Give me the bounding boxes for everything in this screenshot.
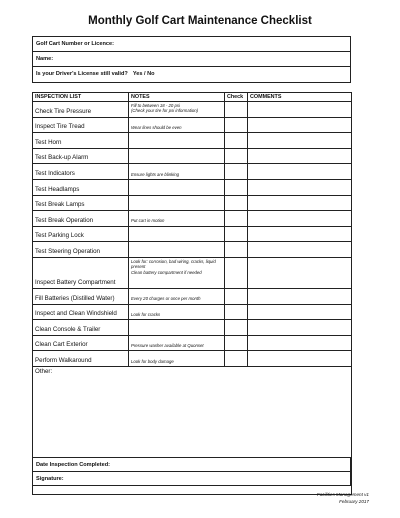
- col-comments: COMMENTS: [248, 93, 352, 102]
- checklist-row: [33, 320, 352, 336]
- checklist-row: [33, 102, 352, 118]
- comments-cell[interactable]: [248, 226, 352, 242]
- completion-fields: [32, 457, 351, 486]
- inspection-item: Check Tire Pressure: [33, 102, 129, 118]
- other-label: Other:: [35, 367, 53, 375]
- comments-cell[interactable]: [248, 195, 352, 211]
- item-note: Wear lines should be even: [129, 117, 225, 133]
- checklist-row: [33, 226, 352, 242]
- comments-cell[interactable]: [248, 148, 352, 164]
- comments-cell[interactable]: [248, 242, 352, 258]
- check-cell[interactable]: [225, 179, 248, 195]
- inspection-item: Clean Console & Trailer: [33, 320, 129, 336]
- inspection-item: Test Horn: [33, 133, 129, 149]
- col-check: Check: [225, 93, 248, 102]
- col-notes: NOTES: [129, 93, 225, 102]
- inspection-item: Inspect and Clean Windshield: [33, 304, 129, 320]
- item-note: Ensure lights are blinking: [129, 164, 225, 180]
- check-cell[interactable]: [225, 148, 248, 164]
- checklist-row: [33, 242, 352, 258]
- item-note: Pressure washer available at Quonset: [129, 335, 225, 351]
- item-note: Fill to between 18 - 20 psi (Check your tire for psi information): [129, 102, 225, 118]
- item-note: Put cart in motion: [129, 211, 225, 227]
- header-fields: [32, 36, 351, 83]
- inspection-item: Inspect Tire Tread: [33, 117, 129, 133]
- item-note: [129, 242, 225, 258]
- name-field[interactable]: [33, 52, 350, 67]
- comments-cell[interactable]: [248, 164, 352, 180]
- checklist-row: [33, 351, 352, 367]
- check-cell[interactable]: [225, 117, 248, 133]
- footer-date: February 2017: [339, 499, 369, 504]
- inspection-item: Test Steering Operation: [33, 242, 129, 258]
- inspection-item: Test Headlamps: [33, 179, 129, 195]
- checklist-row: [33, 117, 352, 133]
- item-note: [129, 226, 225, 242]
- table-header-row: [33, 93, 352, 102]
- license-question: Is your Driver's License still valid?: [36, 71, 128, 77]
- license-field[interactable]: [33, 67, 350, 82]
- comments-cell[interactable]: [248, 351, 352, 367]
- inspection-item: Inspect Battery Compartment: [33, 257, 129, 288]
- item-note: Look for: corrosion, bad wiring, cracks, liquid present Clean battery compartment if needed: [129, 257, 225, 288]
- checklist-row: [33, 195, 352, 211]
- comments-cell[interactable]: [248, 304, 352, 320]
- date-completed-field[interactable]: [33, 458, 350, 472]
- check-cell[interactable]: [225, 164, 248, 180]
- page-title: Monthly Golf Cart Maintenance Checklist: [88, 15, 312, 27]
- inspection-item: Perform Walkaround: [33, 351, 129, 367]
- comments-cell[interactable]: [248, 179, 352, 195]
- check-cell[interactable]: [225, 195, 248, 211]
- check-cell[interactable]: [225, 242, 248, 258]
- inspection-item: Test Indicators: [33, 164, 129, 180]
- name-label: Name:: [36, 56, 54, 62]
- signature-field[interactable]: [33, 472, 350, 486]
- checklist-row: [33, 335, 352, 351]
- check-cell[interactable]: [225, 351, 248, 367]
- item-note: [129, 148, 225, 164]
- cart-number-label: Golf Cart Number or Licence:: [36, 41, 115, 47]
- inspection-item: Test Break Operation: [33, 211, 129, 227]
- checklist-row: [33, 288, 352, 304]
- checklist-row: [33, 148, 352, 164]
- checklist-row: [33, 304, 352, 320]
- date-completed-label: Date Inspection Completed:: [36, 462, 110, 468]
- check-cell[interactable]: [225, 257, 248, 288]
- comments-cell[interactable]: [248, 117, 352, 133]
- comments-cell[interactable]: [248, 102, 352, 118]
- inspection-table: [32, 92, 352, 495]
- license-options: Yes / No: [132, 71, 155, 77]
- inspection-item: Clean Cart Exterior: [33, 335, 129, 351]
- inspection-item: Test Back-up Alarm: [33, 148, 129, 164]
- comments-cell[interactable]: [248, 288, 352, 304]
- item-note: Look for cracks: [129, 304, 225, 320]
- checklist-row: [33, 133, 352, 149]
- check-cell[interactable]: [225, 102, 248, 118]
- check-cell[interactable]: [225, 133, 248, 149]
- signature-label: Signature:: [36, 476, 64, 482]
- item-note: [129, 320, 225, 336]
- checklist-row: [33, 179, 352, 195]
- col-inspection-list: INSPECTION LIST: [33, 93, 129, 102]
- checklist-row: [33, 257, 352, 288]
- comments-cell[interactable]: [248, 320, 352, 336]
- check-cell[interactable]: [225, 335, 248, 351]
- comments-cell[interactable]: [248, 257, 352, 288]
- item-note: [129, 179, 225, 195]
- comments-cell[interactable]: [248, 211, 352, 227]
- checklist-row: [33, 211, 352, 227]
- cart-number-field[interactable]: [33, 37, 350, 52]
- check-cell[interactable]: [225, 304, 248, 320]
- check-cell[interactable]: [225, 226, 248, 242]
- check-cell[interactable]: [225, 320, 248, 336]
- check-cell[interactable]: [225, 288, 248, 304]
- item-note: Every 20 charges or once per month: [129, 288, 225, 304]
- check-cell[interactable]: [225, 211, 248, 227]
- item-note: [129, 195, 225, 211]
- item-note: [129, 133, 225, 149]
- inspection-item: Fill Batteries (Distilled Water): [33, 288, 129, 304]
- comments-cell[interactable]: [248, 133, 352, 149]
- inspection-item: Test Parking Lock: [33, 226, 129, 242]
- footer-version: Facilities Management v1: [316, 492, 369, 497]
- checklist-row: [33, 164, 352, 180]
- item-note: Look for body damage: [129, 351, 225, 367]
- inspection-item: Test Break Lamps: [33, 195, 129, 211]
- document-footer: [317, 491, 369, 505]
- comments-cell[interactable]: [248, 335, 352, 351]
